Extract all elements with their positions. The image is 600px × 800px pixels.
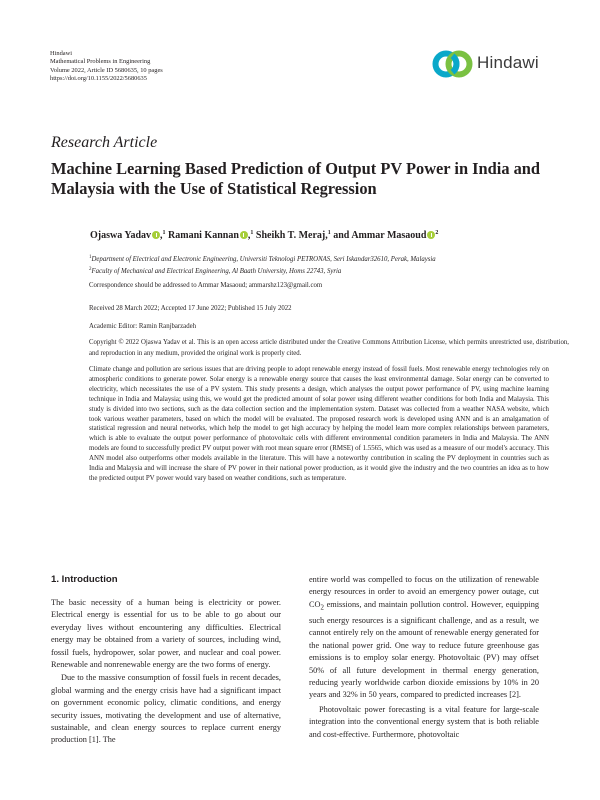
orcid-icon[interactable] (152, 231, 160, 239)
volume-info: Volume 2022, Article ID 5680635, 10 pages (50, 66, 163, 74)
author-name: Ammar Masaoud (351, 230, 427, 241)
paper-title: Machine Learning Based Prediction of Output PV Power in India and Malaysia with the Use of Statistical Regression (51, 159, 541, 198)
orcid-icon[interactable] (240, 231, 248, 239)
abstract: Climate change and pollution are serious issues that are driving people to adopt renewable energy instead of fossil fuels. Most renewable energy technologies rely on atmospheric conditions to generate power. Solar energy is a renewable energy source that causes the least environmental damage. Solar energy can be converted to electricity, which necessitates the use of a PV system. This study presents a design, which analyses the output power performance of PV, using machine learning technique in India and Malaysia; using this, we would get the predicted amount of solar power using different weather conditions for both India and Malaysia. This study is divided into two sections, such as the data collection section and the implementation system. Dataset was collected from a weather NASA website, which took various weather parameters, based on which the model will be evaluated. The proposed research work is developed using ANN and is an amalgamation of statistical regression and neural networks, which help the model to get high accuracy by helping the model learn more complex relationships between parameters, which is able to evaluate the output power performance of photovoltaic cells with different environmental condition parameters in India and Malaysia. The ANN models are found to successfully predict PV output power with root mean square error (RMSE) of 1.5565, which was used as a measure of our model's accuracy. This ANN model also outperforms other models available in the literature. This will have a noteworthy contribution in scaling the PV deployment in countries such as India and Malaysia and will increase the share of PV power in their national power production, as it would give the industry and the two countries an idea as to how the predicted output PV power would vary based on weather conditions, such as temperature. (89, 366, 549, 482)
author-list (90, 230, 570, 241)
publisher-name: Hindawi (50, 50, 73, 57)
author-separator: , (325, 230, 328, 241)
affiliation-text: Department of Electrical and Electronic Engineering, Universiti Teknologi PETRONAS, Seri Iskandar32610, Perak, Malaysia (91, 256, 436, 263)
paragraph (309, 574, 539, 702)
affiliation-marker: 1 (162, 230, 166, 236)
author-separator: and (333, 230, 350, 241)
affiliation-number: 1 (89, 255, 92, 260)
correspondence: Correspondence should be addressed to Ammar Masaoud; ammarshz123@gmail.com (89, 282, 323, 289)
affiliation-number: 2 (89, 267, 92, 272)
author-name: Ojaswa Yadav (90, 230, 152, 241)
copyright-notice: Copyright © 2022 Ojaswa Yadav et al. This is an open access article distributed under the Creative Commons Attribution License, which permits unrestricted use, distribution, and reproduction in any medium, provided the original work is properly cited. (89, 339, 569, 357)
author-separator: , (160, 230, 163, 241)
paragraph: The basic necessity of a human being is electricity or power. Electrical energy is essential for us to be able to go about our everyday lives without encountering any difficulties. Electrical energy may be obtained from a variety of sources, including wind, fossil fuels, hydropower, solar power, and nuclear and coal power. Renewable and nonrenewable energy are the two forms of energy. (51, 598, 281, 670)
logo-text: Hindawi (477, 53, 539, 72)
paragraph-text: entire world was compelled to focus on the utilization of renewable energy resources in order to avoid an emergency power outage, cut CO (309, 575, 539, 609)
affiliation-marker: 1 (250, 230, 254, 236)
author-separator: , (247, 230, 251, 241)
journal-name: Mathematical Problems in Engineering (50, 58, 151, 66)
affiliation-marker: 2 (435, 230, 439, 236)
doi-link[interactable]: https://doi.org/10.1155/2022/5680635 (50, 74, 147, 82)
publication-dates: Received 28 March 2022; Accepted 17 June 2022; Published 15 July 2022 (89, 305, 292, 312)
section-heading: 1. Introduction (51, 574, 118, 585)
affiliation-line (89, 265, 569, 277)
paragraph: Due to the massive consumption of fossil fuels in recent decades, global warming and the energy crisis have had a significant impact on government economic policy, climatic conditions, and energy security issues, motivating the development and use of alternative, sustainable, and clean energy sources to replace current energy production [1]. The (51, 673, 281, 745)
paragraph: Photovoltaic power forecasting is a vital feature for large-scale integration into the conventional energy system that is both reliable and cost-effective. Furthermore, photovoltaic (309, 704, 539, 739)
journal-info (50, 50, 310, 83)
subscript: 2 (320, 604, 324, 612)
academic-editor: Academic Editor: Ramin Ranjbarzadeh (89, 323, 197, 330)
orcid-icon[interactable] (427, 231, 435, 239)
hindawi-logo (432, 44, 556, 84)
affiliation-text: Faculty of Mechanical and Electrical Engineering, Al Baath University, Homs 22743, Syria (91, 268, 342, 275)
affiliations (89, 253, 569, 277)
affiliation-marker: 1 (327, 230, 331, 236)
author-name: Sheikh T. Meraj (255, 230, 326, 241)
body-column-left (51, 574, 281, 747)
paragraph-text: emissions, and maintain pollution control. However, equipping such energy resources is a significant challenge, and as a result, we cannot entirely rely on the amount of renewable energy generated for the national power grid. One way to reduce future greenhouse gas emissions is to employ solar energy. Photovoltaic (PV) may offset 50% of all future development in thermal energy generation, reducing yearly worldwide carbon dioxide emissions by 10% in 20 years and 32% in 50 years, compared to predicted increases [2]. (309, 599, 539, 700)
author-name: Ramani Kannan (168, 230, 239, 241)
hindawi-logo-icon (432, 44, 474, 84)
article-type: Research Article (51, 134, 158, 151)
affiliation-line (89, 253, 569, 265)
body-column-right (309, 574, 539, 741)
